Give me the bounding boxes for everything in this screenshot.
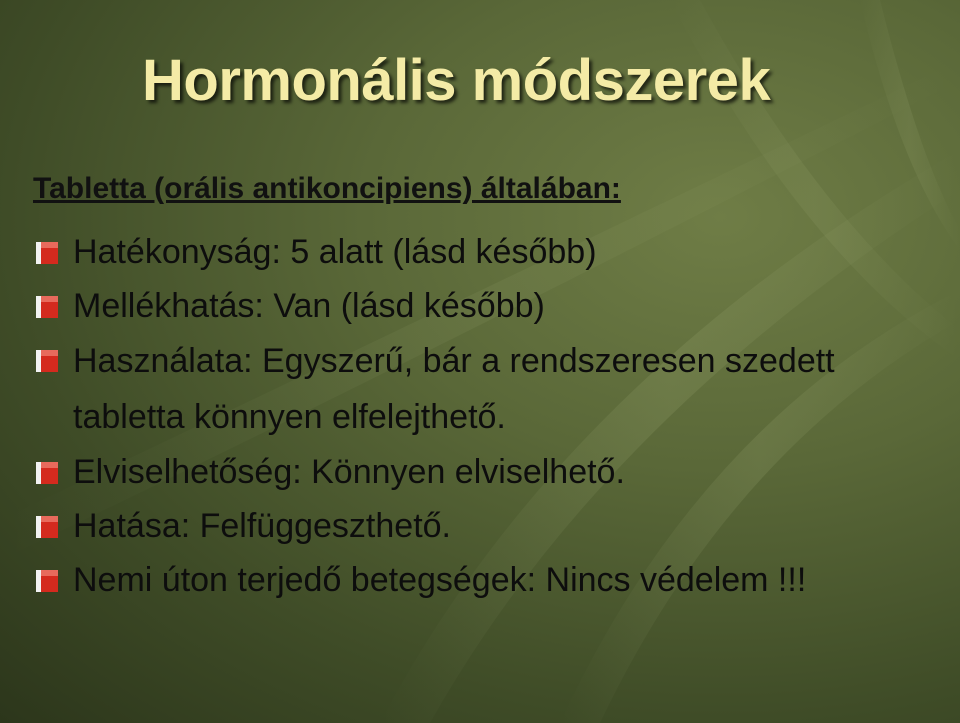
bullet-item <box>0 445 933 499</box>
red-square-bullet-icon <box>36 242 58 264</box>
slide-title: Hormonális módszerek <box>142 48 771 113</box>
bullet-text: Nemi úton terjedő betegségek: Nincs védelem !!! <box>73 561 807 599</box>
bullet-text: Hatékonyság: 5 alatt (lásd később) <box>73 233 597 271</box>
red-square-bullet-icon <box>36 462 58 484</box>
bullet-text: Hatása: Felfüggeszthető. <box>73 507 452 545</box>
red-square-bullet-icon <box>36 350 58 372</box>
bullet-list <box>0 225 960 607</box>
bullet-item <box>0 553 933 607</box>
bullet-item <box>0 279 933 333</box>
bullet-item <box>0 499 933 553</box>
bullet-item <box>0 225 933 279</box>
red-square-bullet-icon <box>36 296 58 318</box>
bullet-text: Mellékhatás: Van (lásd később) <box>73 287 545 325</box>
red-square-bullet-icon <box>36 516 58 538</box>
bullet-text: Elviselhetőség: Könnyen elviselhető. <box>73 453 625 491</box>
bullet-text: Használata: Egyszerű, bár a rendszeresen szedett tabletta könnyen elfelejthető. <box>73 342 835 436</box>
red-square-bullet-icon <box>36 570 58 592</box>
bullet-item <box>0 333 933 445</box>
subheading: Tabletta (orális antikoncipiens) általában: <box>33 172 621 205</box>
